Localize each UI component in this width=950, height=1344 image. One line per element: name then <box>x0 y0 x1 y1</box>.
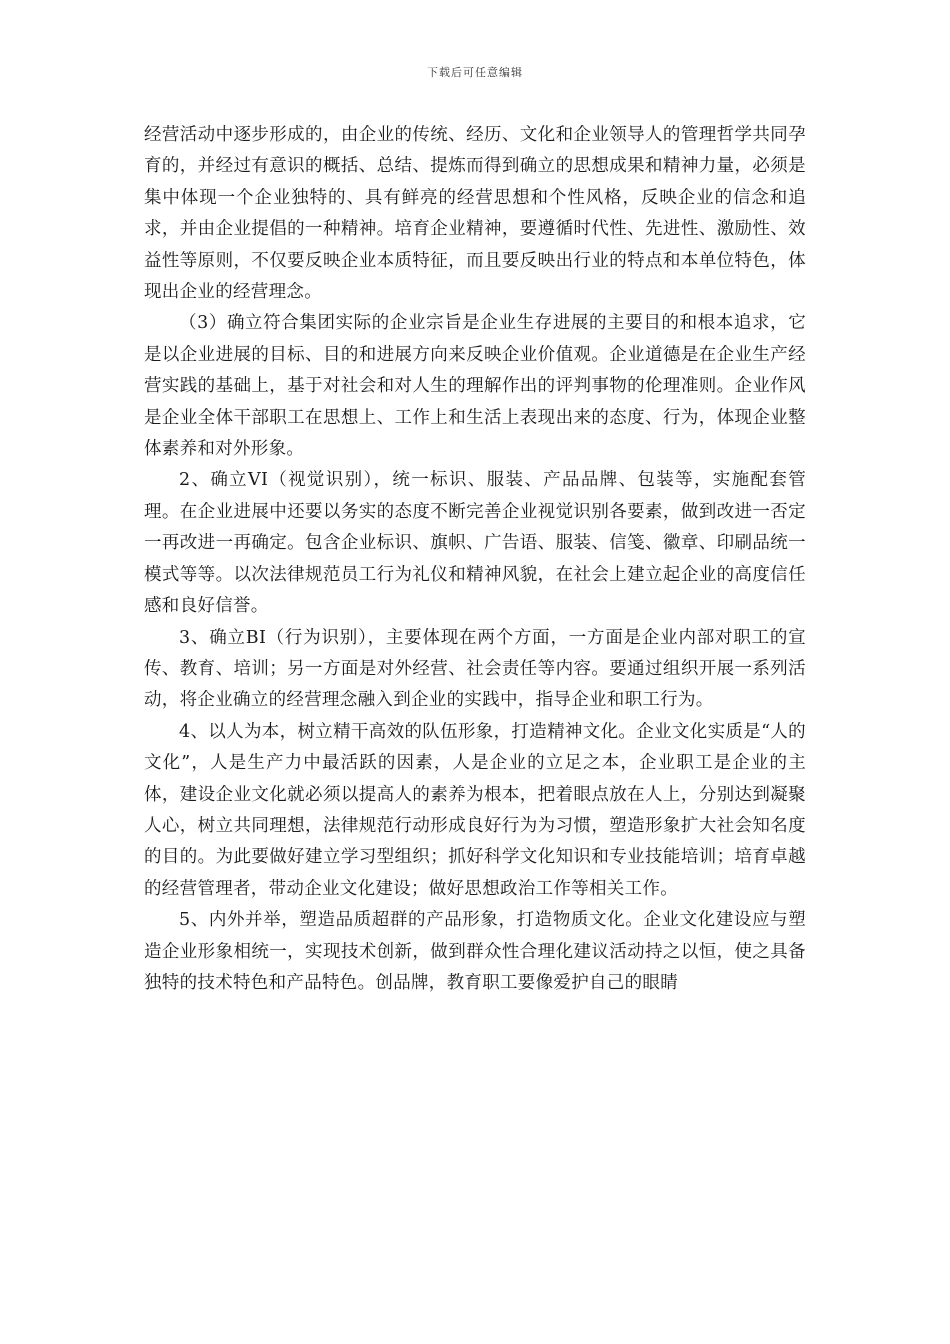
paragraph-vi: 2、确立VI（视觉识别），统一标识、服装、产品品牌、包装等，实施配套管理。在企业进展中还要以务实的态度不断完善企业视觉识别各要素，做到改进一否定一再改进一再确定。包含企业标识、旗帜、广告语、服装、信笺、徽章、印刷品统一模式等等。以次法律规范员工行为礼仪和精神风貌，在社会上建立起企业的高度信任感和良好信誉。 <box>144 470 806 617</box>
paragraph-product-image: 5、内外并举，塑造品质超群的产品形象，打造物质文化。企业文化建设应与塑造企业形象相统一，实现技术创新，做到群众性合理化建议活动持之以恒，使之具备独特的技术特色和产品特色。创品牌，教育职工要像爱护自己的眼睛 <box>144 910 806 993</box>
document-body <box>144 120 806 999</box>
paragraph-enterprise-purpose: （3）确立符合集团实际的企业宗旨是企业生存进展的主要目的和根本追求，它是以企业进展的目标、目的和进展方向来反映企业价值观。企业道德是在企业生产经营实践的基础上，基于对社会和对人生的理解作出的评判事物的伦理准则。企业作风是企业全体干部职工在思想上、工作上和生活上表现出来的态度、行为，体现企业整体素养和对外形象。 <box>144 313 806 460</box>
paragraph-people-oriented: 4、以人为本，树立精干高效的队伍形象，打造精神文化。企业文化实质是“人的文化”，人是生产力中最活跃的因素，人是企业的立足之本，企业职工是企业的主体，建设企业文化就必须以提高人的素养为根本，把着眼点放在人上，分别达到凝聚人心，树立共同理想，法律规范行动形成良好行为为习惯，塑造形象扩大社会知名度的目的。为此要做好建立学习型组织；抓好科学文化知识和专业技能培训；培育卓越的经营管理者，带动企业文化建设；做好思想政治工作等相关工作。 <box>144 721 806 899</box>
paragraph-continuation: 经营活动中逐步形成的，由企业的传统、经历、文化和企业领导人的管理哲学共同孕育的，并经过有意识的概括、总结、提炼而得到确立的思想成果和精神力量，必须是集中体现一个企业独特的、具有鲜亮的经营思想和个性风格，反映企业的信念和追求，并由企业提倡的一种精神。培育企业精神，要遵循时代性、先进性、激励性、效益性等原则，不仅要反映企业本质特征，而且要反映出行业的特点和本单位特色，体现出企业的经营理念。 <box>144 125 806 303</box>
page-header: 下载后可任意编辑 <box>427 66 523 79</box>
paragraph-bi: 3、确立BI（行为识别），主要体现在两个方面，一方面是企业内部对职工的宣传、教育、培训；另一方面是对外经营、社会责任等内容。要通过组织开展一系列活动，将企业确立的经营理念融入到企业的实践中，指导企业和职工行为。 <box>144 627 806 711</box>
